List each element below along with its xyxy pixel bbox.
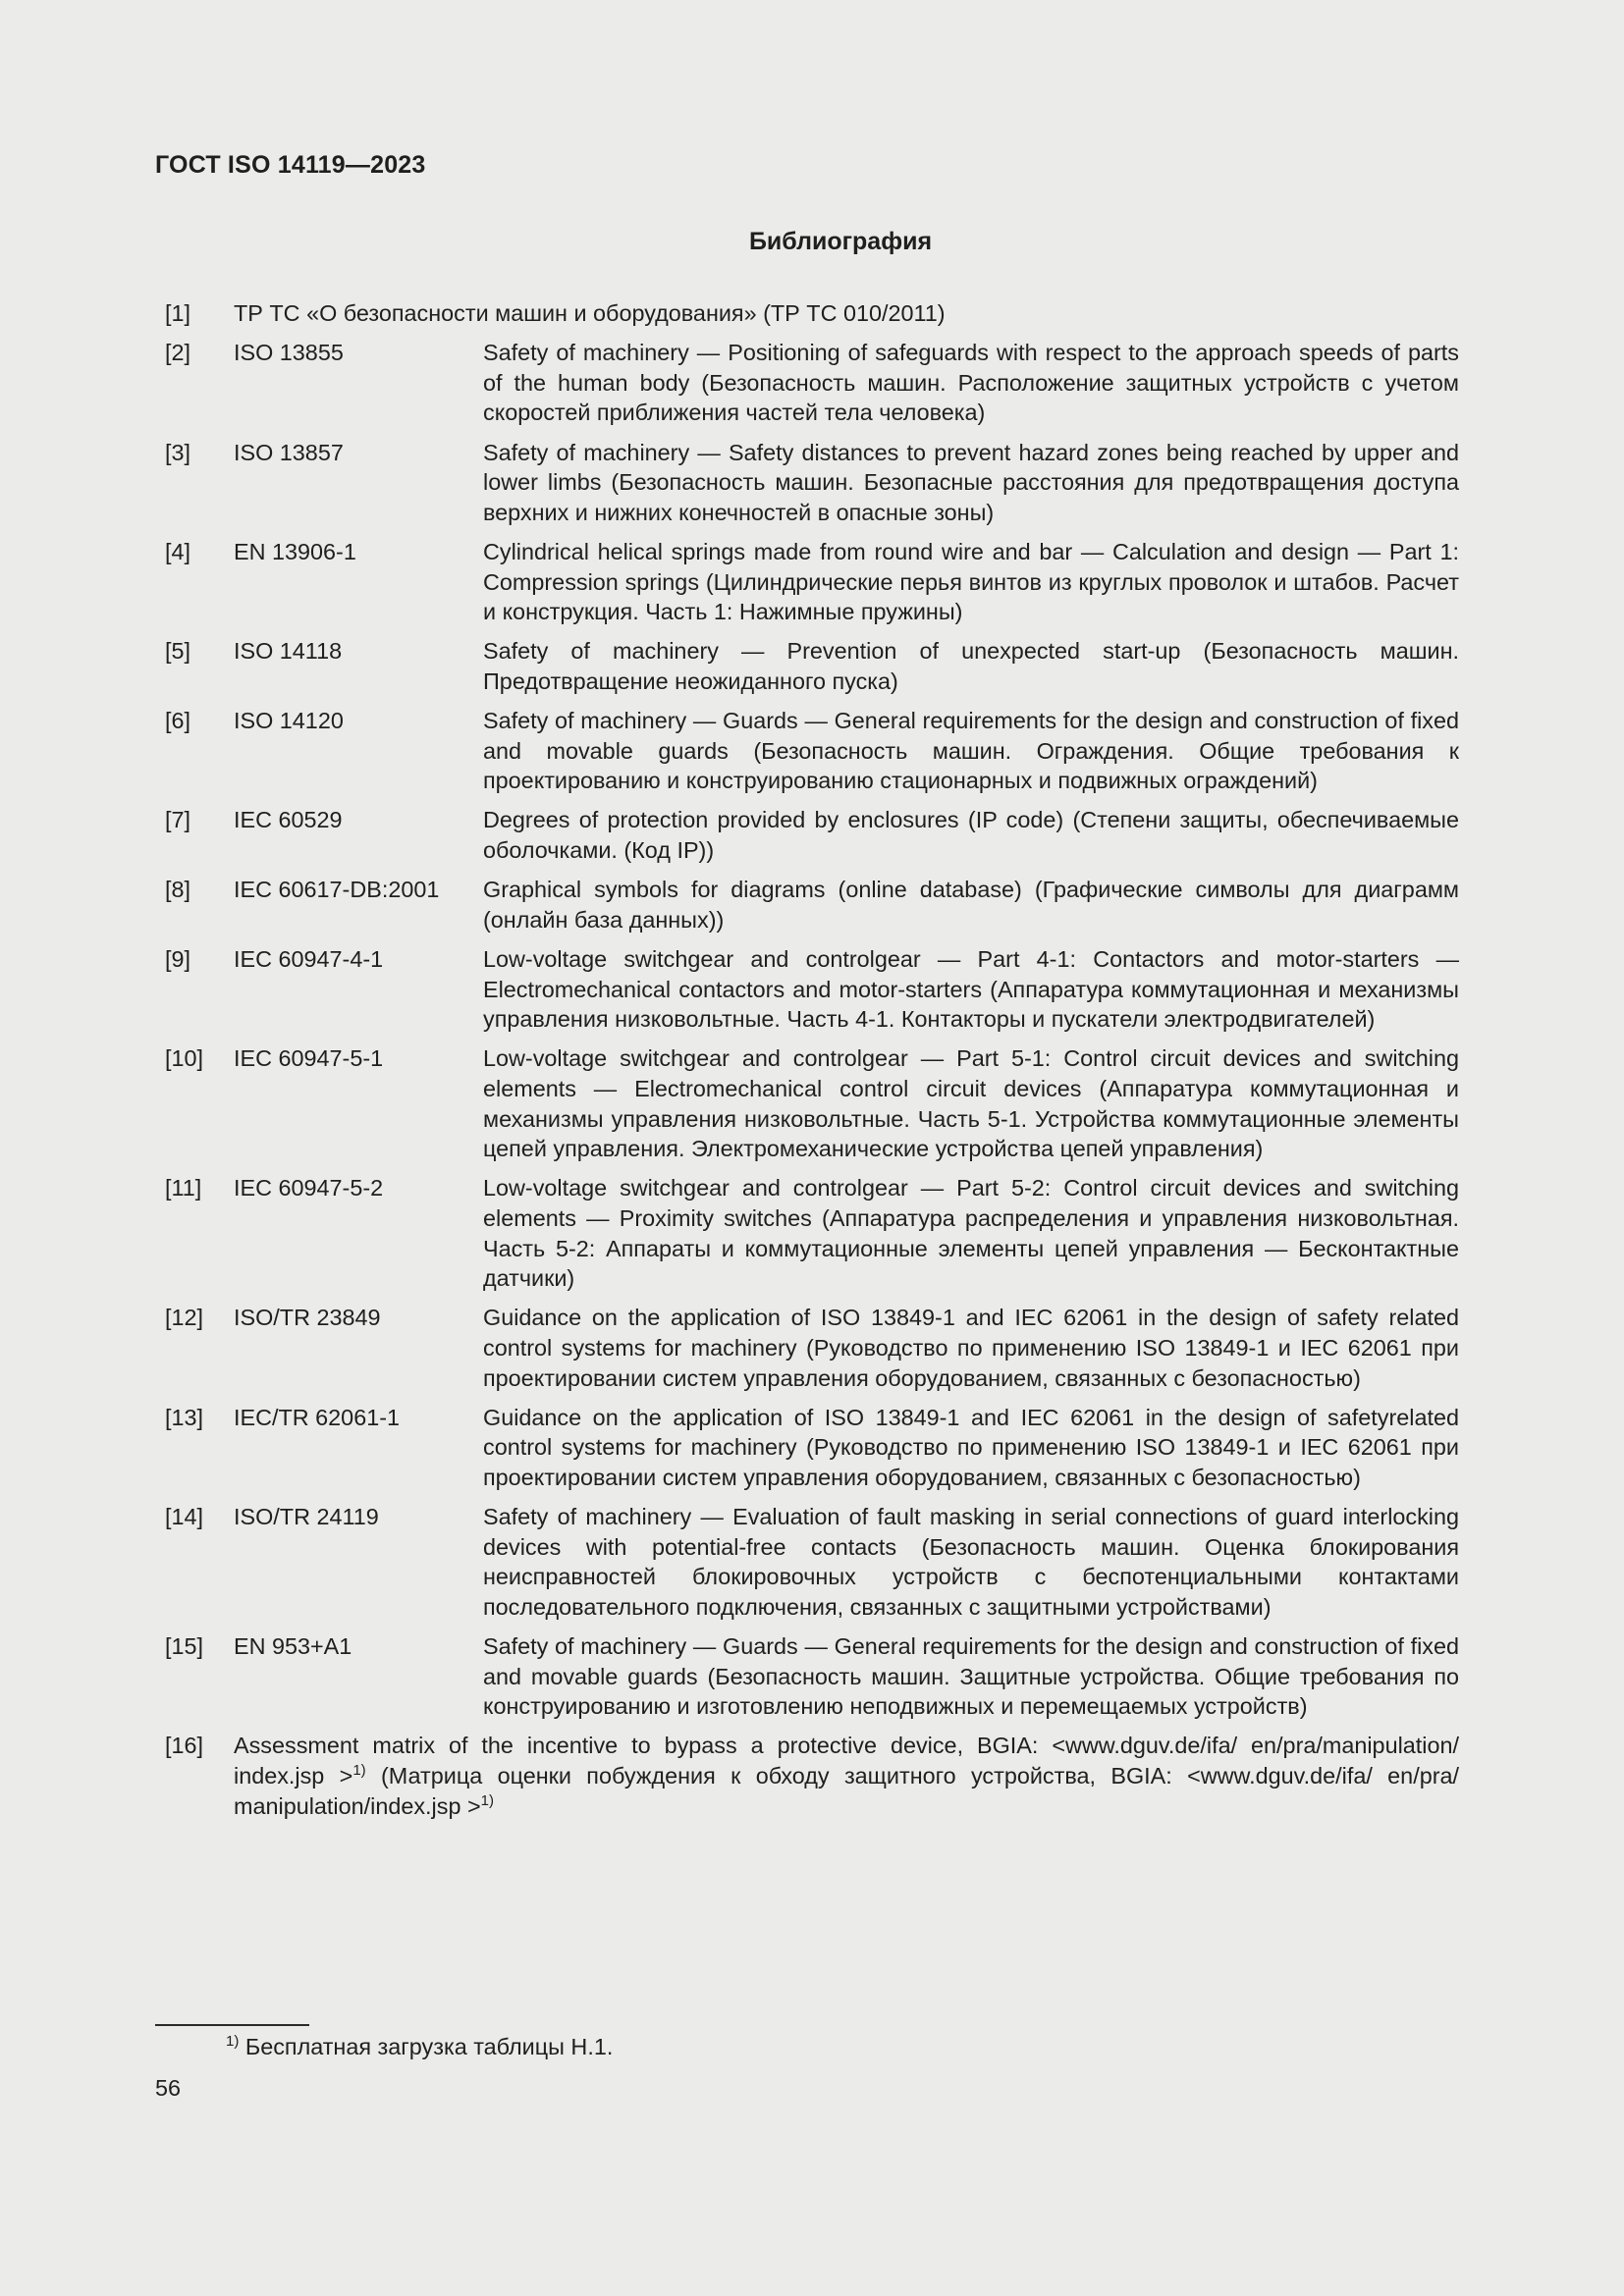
reference-description: Low-voltage switchgear and controlgear — Part 5-2: Control circuit devices and switching elements — Proximity switches (Аппаратура распределения и управления низковольтная. Часть 5-2: Аппараты и коммутационные элементы цепей управления — Бесконтактные датчики) [483,1175,1459,1292]
footnote-marker: 1) [480,1791,494,1809]
page-number: 56 [155,2075,182,2101]
bibliography-list [165,298,1459,1831]
reference-description: Safety of machinery — Safety distances to prevent hazard zones being reached by upper and lower limbs (Безопасность машин. Безопасные расстояния для предотвращения доступа верхних и нижних конечностей в опасные зоны) [483,439,1459,525]
footnote-marker: 1) [226,2033,240,2050]
reference-number: [11] [165,1175,202,1201]
reference-full-text: ТР ТС «О безопасности машин и оборудования» (ТР ТС 010/2011) [234,300,946,326]
reference-number: [3] [165,439,191,465]
reference-code: IEC 60947-5-1 [234,1045,384,1072]
reference-entry [165,1173,1459,1293]
reference-description: Cylindrical helical springs made from round wire and bar — Calculation and design — Part 1: Compression springs (Цилиндрические перья винтов из круглых проволок и штабов. Расчет и конструкция. Часть 1: Нажимные пружины) [483,538,1459,625]
reference-number: [15] [165,1633,204,1660]
reference-description: Safety of machinery — Guards — General requirements for the design and construction of fixed and movable guards (Безопасность машин. Ограждения. Общие требования к проектированию и конструированию стационарных и подвижных ограждений) [483,708,1459,794]
footnote [226,2034,613,2060]
reference-entry [165,875,1459,934]
reference-number: [1] [165,300,191,326]
reference-text-part: (Матрица оценки побуждения к обходу защитного устройства, BGIA: <www.dguv.de/ifa/ en/pra/ manipulation/index.jsp > [234,1763,1459,1819]
reference-entry [165,1631,1459,1722]
page-title: Библиография [748,228,933,255]
reference-description: Low-voltage switchgear and controlgear — Part 4-1: Contactors and motor-starters — Electromechanical contactors and motor-starters (Аппаратура коммутационная и механизмы управления низковольтные. Часть 4-1. Контакторы и пускатели электродвигателей) [483,946,1459,1033]
reference-code: IEC/TR 62061-1 [234,1404,401,1430]
reference-entry [165,636,1459,696]
reference-code: IEC 60529 [234,807,343,833]
reference-number: [8] [165,877,191,903]
reference-code: EN 953+A1 [234,1633,352,1660]
reference-number: [14] [165,1504,204,1530]
reference-entry [165,1502,1459,1622]
reference-description: Graphical symbols for diagrams (online database) (Графические символы для диаграмм (онлайн база данных)) [483,877,1459,933]
reference-number: [10] [165,1045,204,1072]
reference-code: IEC 60947-4-1 [234,946,384,973]
reference-description: Degrees of protection provided by enclosures (IP code) (Степени защиты, обеспечиваемые оболочками. (Код IP)) [483,807,1459,864]
reference-entry [165,706,1459,796]
reference-description: Safety of machinery — Guards — General requirements for the design and construction of fixed and movable guards (Безопасность машин. Защитные устройства. Общие требования по конструированию и изготовлению неподвижных и перемещаемых устройств) [483,1633,1459,1720]
reference-entry [165,805,1459,865]
reference-description: Guidance on the application of ISO 13849-1 and IEC 62061 in the design of safetyrelated control systems for machinery (Руководство по применению ISO 13849-1 и IEC 62061 при проектировании систем управления оборудованием, связанных с безопасностью) [483,1404,1459,1490]
reference-description: Safety of machinery — Positioning of safeguards with respect to the approach speeds of parts of the human body (Безопасность машин. Расположение защитных устройств с учетом скоростей приближения частей тела человека) [483,340,1459,426]
reference-entry [165,438,1459,528]
reference-entry [165,298,1459,329]
reference-code: EN 13906-1 [234,538,356,564]
reference-number: [9] [165,946,191,973]
reference-code: ISO 13855 [234,340,344,366]
reference-code: ISO 13857 [234,439,344,465]
reference-entry [165,338,1459,428]
reference-number: [16] [165,1733,204,1759]
reference-number: [13] [165,1404,204,1430]
reference-description: Safety of machinery — Prevention of unexpected start-up (Безопасность машин. Предотвращение неожиданного пуска) [483,638,1459,694]
reference-number: [6] [165,708,191,734]
reference-description: Safety of machinery — Evaluation of fault masking in serial connections of guard interlocking devices with potential-free contacts (Безопасность машин. Оценка блокирования неисправностей блокировочных устройств с беспотенциальными контактами последовательного подключения, связанных с защитными устройствами) [483,1504,1459,1620]
reference-number: [2] [165,340,191,366]
reference-code: ISO 14120 [234,708,344,734]
reference-description: Low-voltage switchgear and controlgear — Part 5-1: Control circuit devices and switching elements — Electromechanical control circuit devices (Аппаратура коммутационная и механизмы управления низковольтные. Часть 5-1. Устройства коммутационные элементы цепей управления. Электромеханические устройства цепей управления) [483,1045,1459,1162]
reference-entry [165,944,1459,1035]
reference-code: IEC 60947-5-2 [234,1175,384,1201]
reference-code: ISO 14118 [234,638,343,665]
reference-description: Guidance on the application of ISO 13849-1 and IEC 62061 in the design of safety related control systems for machinery (Руководство по применению ISO 13849-1 и IEC 62061 при проектировании систем управления оборудованием, связанных с безопасностью) [483,1305,1459,1391]
footnote-marker: 1) [352,1762,366,1780]
reference-entry [165,1043,1459,1163]
footnote-separator [155,2024,309,2026]
document-header: ГОСТ ISO 14119—2023 [155,151,426,179]
footnote-text: Бесплатная загрузка таблицы Н.1. [244,2034,614,2059]
reference-full-text [234,1731,1459,1821]
reference-entry [165,1303,1459,1393]
reference-code: IEC 60617-DB:2001 [234,877,440,903]
reference-number: [7] [165,807,191,833]
reference-number: [12] [165,1305,204,1331]
reference-number: [4] [165,538,191,564]
reference-text-part: Assessment matrix of the incentive to bypass a protective device, BGIA: <www.dguv.de/ifa/ en/pra/manipulation/ index.jsp > [234,1733,1459,1789]
reference-entry [165,1403,1459,1493]
reference-code: ISO/TR 23849 [234,1305,381,1331]
reference-code: ISO/TR 24119 [234,1504,379,1530]
reference-number: [5] [165,638,191,665]
reference-entry [165,1731,1459,1821]
reference-entry [165,537,1459,627]
